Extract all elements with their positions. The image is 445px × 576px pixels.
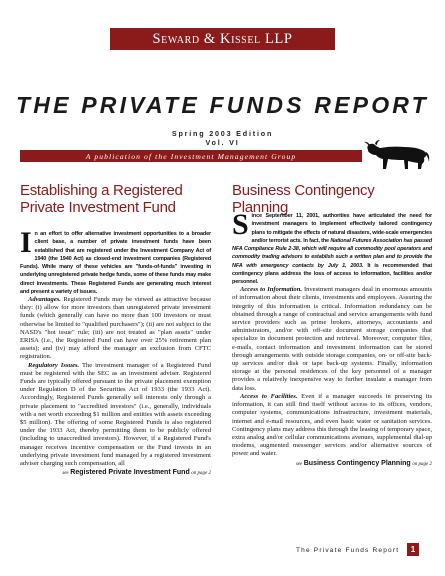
publication-banner — [20, 150, 362, 162]
left-continued-title: Registered Private Investment Fund — [70, 469, 190, 477]
left-paragraph-advantages — [20, 296, 211, 362]
report-title: THE PRIVATE FUNDS REPORT — [16, 92, 429, 118]
left-text-advantages: Registered Funds may be viewed as attractive because they: (i) allow for more investors than unregistered private investment funds (which generally can have no more than 100 investors or must otherwise be limited to "qualified purchasers"); (ii) are not subject to the NASD's "hot issue" rule; (iii) are not treated as "plan assets" under ERISA (i.e., the Registered Fund can have over 25% retirement plan assets); and (iv) may afford the manager an exclusion from CFTC registration. — [20, 296, 211, 361]
left-lead-paragraph — [20, 226, 211, 296]
bull-icon — [364, 140, 430, 170]
left-lead-text: n an effort to offer alternative investment opportunities to a broader client base, a number of private investment funds have been established that are registered under the Investment Company Act of 1940 (the 1940 Act) as closed-end investment companies (Registered Funds). While many of these vehicles are "funds-of-funds" investing in underlying unregistered private hedge funds, some of these funds may make direct investments. These Registered Funds are generating much interest and present a variety of issues. — [20, 231, 211, 295]
left-continued-page: on page 2 — [191, 471, 211, 477]
right-lead-tail: It is recommended that contingency plans address the loss of access to information, facilities and/or personnel. — [232, 262, 432, 285]
right-continued-title: Business Contingency Planning — [303, 459, 411, 467]
right-runin-facilities: Access to Facilities. — [240, 392, 298, 400]
left-runin-advantages: Advantages. — [28, 296, 61, 303]
firm-logo — [110, 28, 335, 50]
right-text-facilities: Even if a manager succeeds in preserving its information, it can still find itself without access to its offices, vendors, computer systems, communications infrastructure, investment materials, internet and e-mail resources, and even basic water or sanitation services. Contingency plans may address this through the leasing of temporary space, extra analog and/or cellular communications avenues, supplemental dial-up modems, augmented messenger services and/or alternative sources of power and water. — [232, 392, 432, 458]
publication-line: A publication of the Investment Management Group — [85, 151, 297, 161]
right-lead-emphasis: National Futures Association has passed NFA Compliance Rule 2-38, which will require all commodity pool operators and commodity trading advisors to establish such a written plan and to provide the NFA with emergency contacts by July 1, 2003. — [232, 237, 432, 269]
left-article-body — [20, 226, 211, 478]
right-runin-information: Access to Information. — [240, 286, 302, 294]
left-runin-regulatory: Regulatory Issues. — [28, 361, 80, 369]
left-article-headline: Establishing a Registered Private Investment Fund — [20, 182, 183, 216]
right-paragraph-information — [232, 286, 432, 393]
right-article-headline: Business Contingency Planning — [232, 182, 375, 216]
right-lead-paragraph — [232, 208, 432, 286]
right-article-body — [232, 208, 432, 469]
left-paragraph-regulatory — [20, 362, 211, 469]
left-continued-link[interactable] — [20, 469, 211, 478]
volume-label: Vol. VI — [205, 138, 240, 147]
right-continued-page: on page 2 — [412, 461, 432, 467]
right-lead-text: ince September 11, 2001, authorities have articulated the need for investment managers to implement effectively tailored contingency plans to mitigate the effects of natural disasters, wide-scale emergencies and/or terrorist acts. In fact, the — [251, 213, 432, 244]
right-continued-link[interactable] — [232, 460, 432, 469]
footer-running-title: The Private Funds Report — [296, 547, 400, 554]
left-text-regulatory: The investment manager of a Registered Fund must be registered with the SEC as an investment adviser. Registered Funds are typically offered pursuant to the private placement exemption under Regulation D of the Securities Act of 1933 (the 1933 Act). Accordingly, Registered Funds generally sell interests only through a private placement to "accredited investors" (i.e., generally, individuals with a net worth exceeding $1 million and entities with assets exceeding $5 million). The offering of some Registered Funds is also registered under the 1933 Act, thereby permitting them to be publicly offered (including to unaccredited investors). However, if a Registered Fund's manager receives incentive compensation or the Fund invests in an underlying private investment fund managed by a registered investment adviser charging such compensation, all — [20, 361, 211, 468]
right-text-information: Investment managers deal in enormous amounts of information about their clients, investments and employees. Assuring the integrity of this information is critical. Information redundancy can be obtained through a range of contractual and service arrangements with fund service providers such as prime brokers, attorneys, accountants and administrators, and/or with off-site document storage companies that specialize in document protection and retrieval. Moreover, computer files, e-mails, contact information and investment information can be stored through arrangements with outside storage companies, on- or off-site back-up services and/or disk or tape back-up systems. Finally, information storage at the personal residences of the key personnel of a manager provides a relatively inexpensive way to further insulate a manager from data loss. — [232, 286, 432, 392]
right-paragraph-facilities — [232, 393, 432, 459]
page-number: 1 — [410, 545, 416, 554]
firm-name: Seward & Kissel LLP — [152, 30, 293, 47]
left-dropcap: I — [20, 226, 32, 259]
right-dropcap: S — [232, 208, 249, 241]
left-see-word: see — [62, 471, 69, 477]
right-see-word: see — [295, 461, 303, 467]
edition-label: Spring 2003 Edition — [171, 129, 274, 138]
page-number-badge — [407, 543, 419, 556]
